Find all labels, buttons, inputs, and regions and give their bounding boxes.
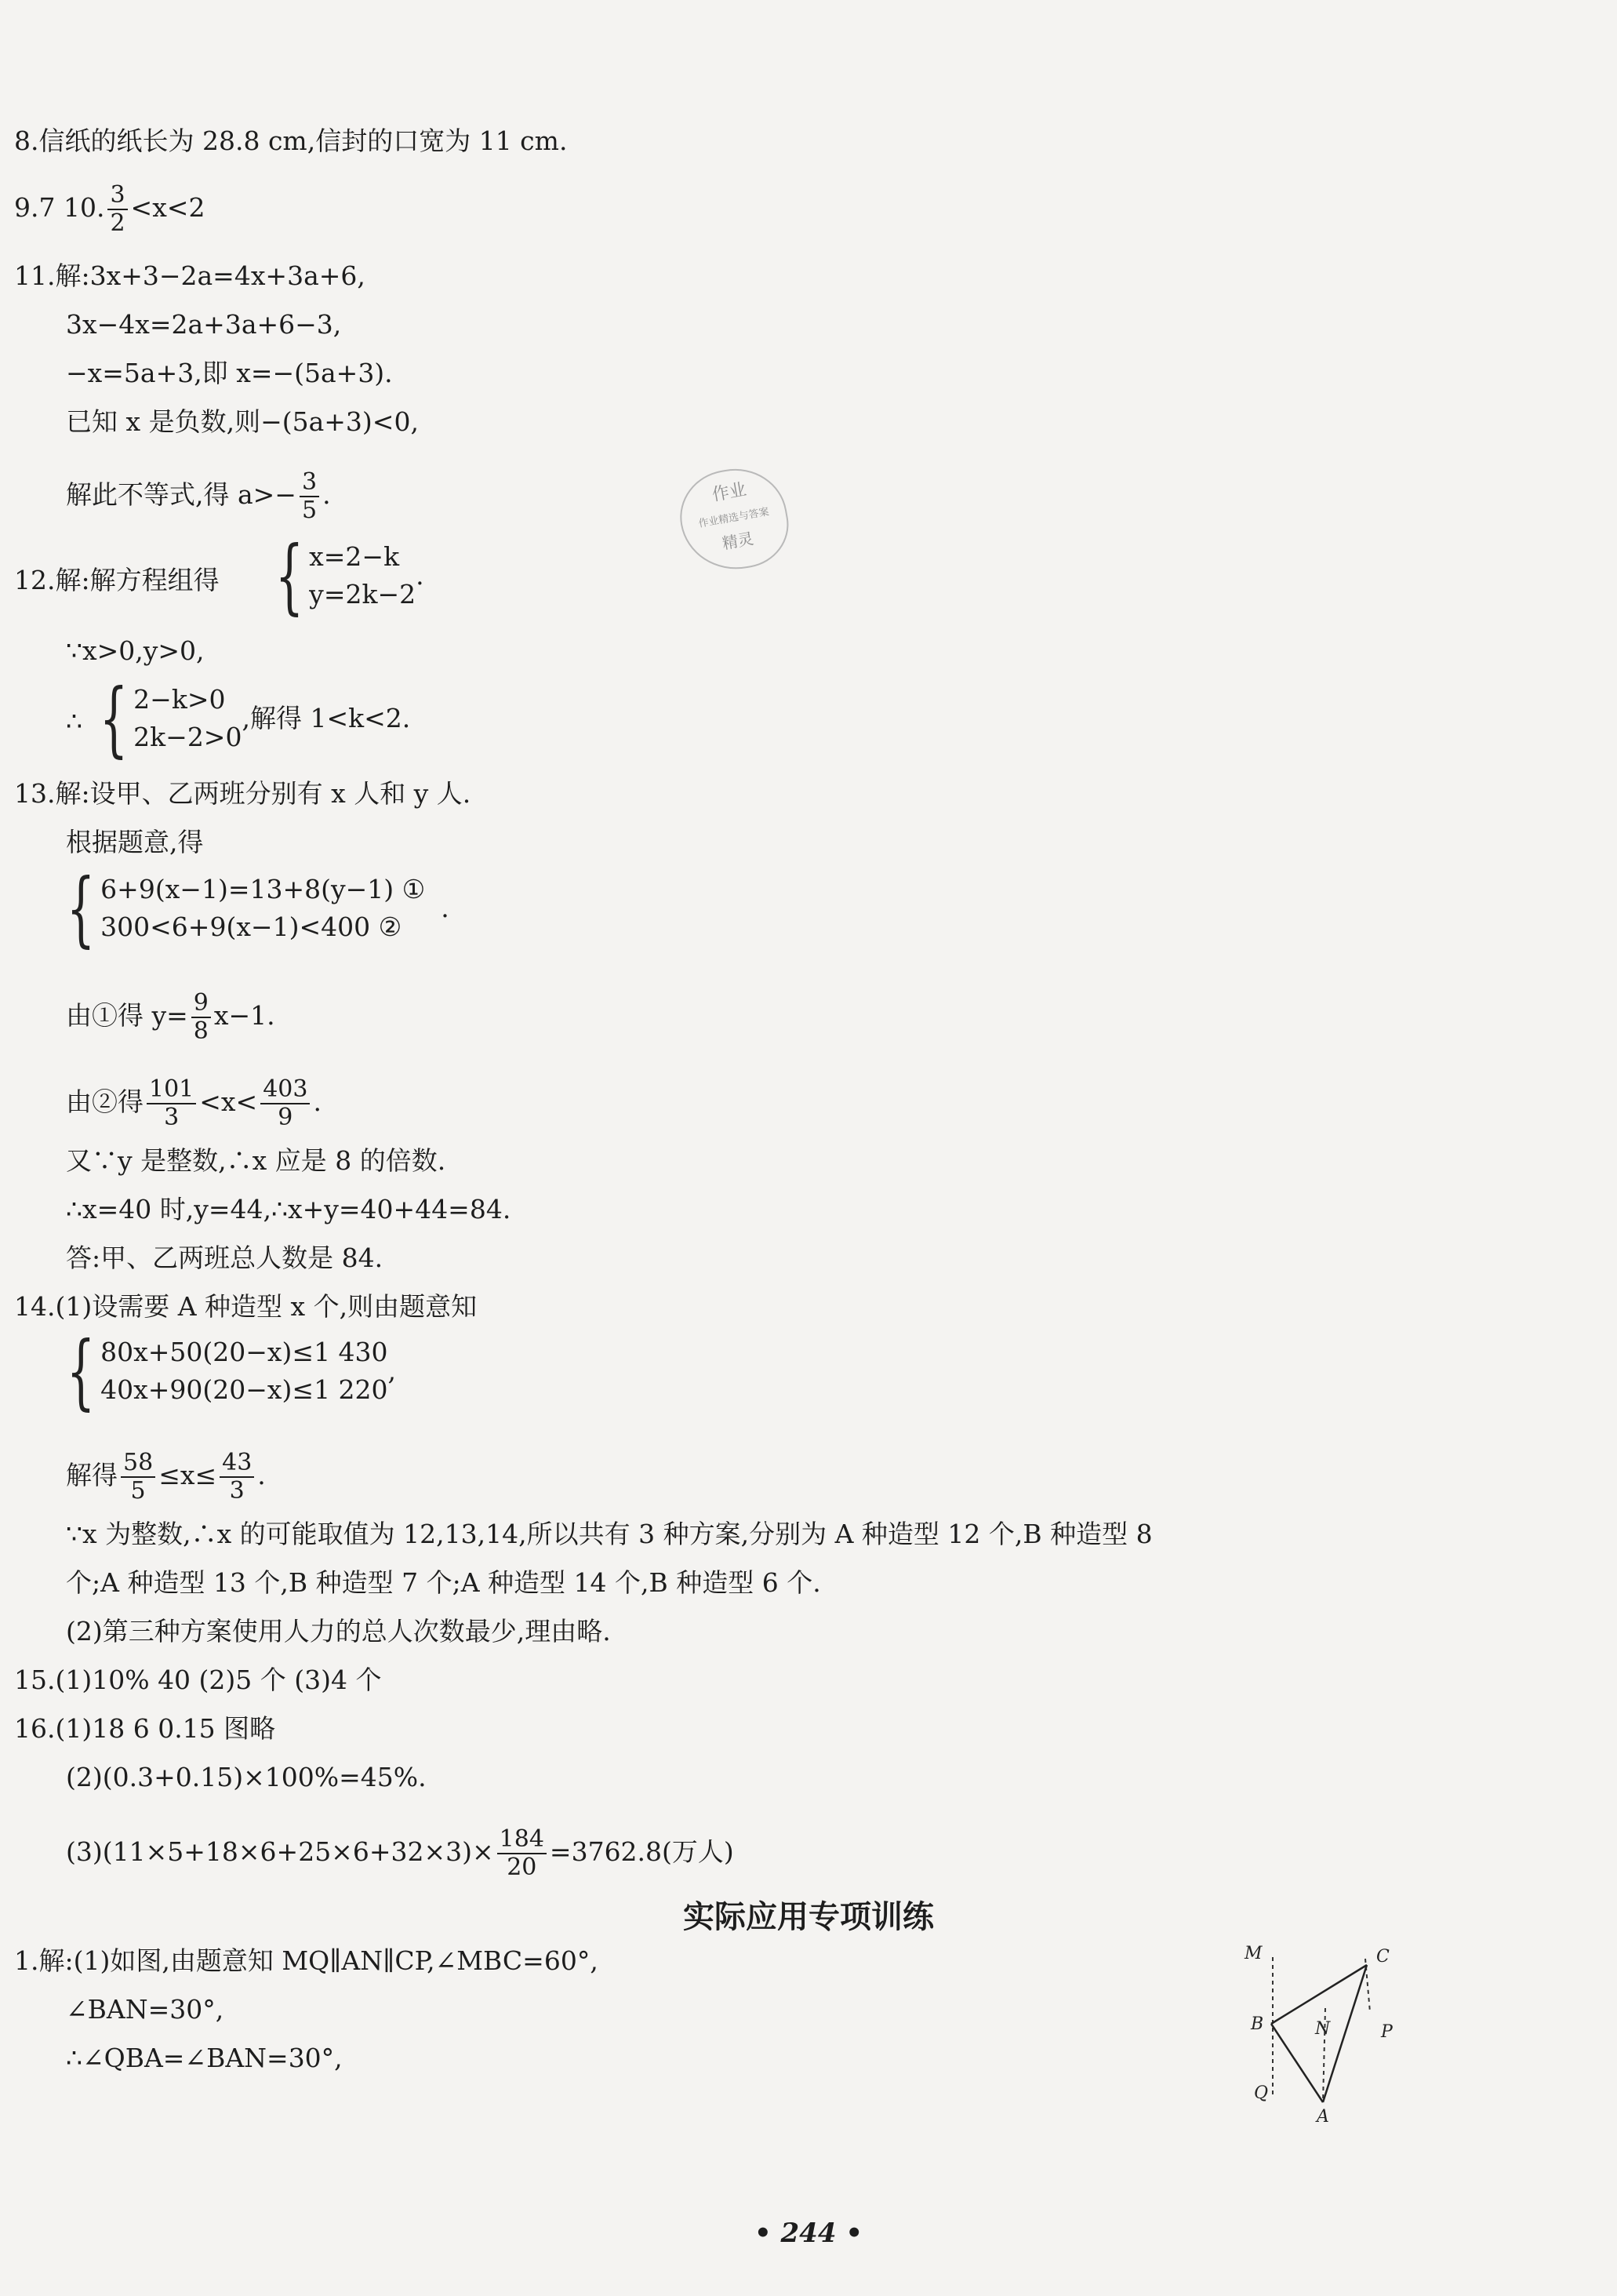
- label-p: P: [1381, 2022, 1393, 2042]
- geometry-diagram: [1227, 1941, 1415, 2130]
- practice-1-line3: ∴∠QBA=∠BAN=30°,: [66, 2043, 343, 2073]
- answer-11-line3: −x=5a+3,即 x=−(5a+3).: [66, 358, 393, 388]
- answer-16-line1: 16.(1)18 6 0.15 图略: [14, 1713, 276, 1744]
- answer-11-line2: 3x−4x=2a+3a+6−3,: [66, 309, 342, 340]
- inequality-system-12: { 2−k>0 2k−2>0 ,解得 1<k<2.: [99, 671, 411, 766]
- equation-system-12: { x=2−k y=2k−2 .: [274, 528, 424, 624]
- answer-14-line5: 个;A 种造型 13 个,B 种造型 7 个;A 种造型 14 个,B 种造型 6 个.: [66, 1567, 821, 1598]
- fraction: $\frac{43}{3}$: [220, 1450, 254, 1505]
- answer-16-line2: (2)(0.3+0.15)×100%=45%.: [66, 1762, 427, 1792]
- equation-system-13: { 6+9(x−1)=13+8(y−1) ① 300<6+9(x−1)<400 ② .: [66, 861, 449, 956]
- page-number: • 244 •: [754, 2218, 863, 2249]
- answer-8: 8.信纸的纸长为 28.8 cm,信封的口宽为 11 cm.: [14, 126, 568, 156]
- label-n: N: [1315, 2019, 1331, 2039]
- fraction: $\frac{9}{8}$: [191, 990, 211, 1045]
- fraction: $\frac{3}{2}$: [107, 182, 127, 237]
- answer-13-line8: 答:甲、乙两班总人数是 84.: [66, 1243, 383, 1273]
- answer-13-line4: 由①得 y= $\frac{9}{8}$ x−1.: [66, 989, 275, 1045]
- label-a: A: [1317, 2107, 1329, 2127]
- answer-11-line5: 解此不等式,得 a>− $\frac{3}{5}$ .: [66, 468, 331, 524]
- answer-12-line1: 12.解:解方程组得: [14, 565, 220, 595]
- fraction: $\frac{184}{20}$: [497, 1826, 547, 1881]
- label-m: M: [1245, 1944, 1263, 1963]
- answer-11-line1: 11.解:3x+3−2a=4x+3a+6,: [14, 260, 365, 291]
- fraction: $\frac{3}{5}$: [300, 469, 319, 524]
- fraction: $\frac{58}{5}$: [121, 1450, 155, 1505]
- label-c: C: [1376, 1947, 1390, 1967]
- homework-stamp: 作业 作业精选与答案 精灵: [673, 460, 795, 578]
- inequality-system-14: { 80x+50(20−x)≤1 430 40x+90(20−x)≤1 220 ,: [66, 1323, 397, 1419]
- answer-11-line4: 已知 x 是负数,则−(5a+3)<0,: [66, 406, 419, 437]
- label-q: Q: [1254, 2083, 1269, 2103]
- answer-12-line3-prefix: ∴: [66, 706, 82, 737]
- practice-1-line1: 1.解:(1)如图,由题意知 MQ∥AN∥CP,∠MBC=60°,: [14, 1945, 598, 1976]
- answer-9-10: 9.7 10. $\frac{3}{2}$ <x<2: [14, 181, 205, 237]
- section-title: 实际应用专项训练: [683, 1899, 934, 1935]
- answer-13-line7: ∴x=40 时,y=44,∴x+y=40+44=84.: [66, 1194, 511, 1224]
- answer-14-line4: ∵x 为整数,∴x 的可能取值为 12,13,14,所以共有 3 种方案,分别为 A 种造型 12 个,B 种造型 8: [66, 1519, 1153, 1549]
- practice-1-line2: ∠BAN=30°,: [66, 1994, 224, 2025]
- answer-13-line1: 13.解:设甲、乙两班分别有 x 人和 y 人.: [14, 778, 471, 809]
- answer-13-line6: 又∵y 是整数,∴x 应是 8 的倍数.: [66, 1145, 446, 1176]
- answer-16-line3: (3)(11×5+18×6+25×6+32×3)× $\frac{184}{20}$ =3762.8(万人): [66, 1825, 734, 1881]
- answer-13-line5: 由②得 $\frac{101}{3}$ <x< $\frac{403}{9}$ .: [66, 1075, 322, 1131]
- answer-15: 15.(1)10% 40 (2)5 个 (3)4 个: [14, 1665, 382, 1695]
- label-b: B: [1251, 2014, 1264, 2034]
- segment-bc: [1271, 1965, 1367, 2024]
- answer-13-line2: 根据题意,得: [66, 827, 204, 857]
- fraction: $\frac{403}{9}$: [260, 1076, 310, 1131]
- fraction: $\frac{101}{3}$: [147, 1076, 196, 1131]
- answer-14-line3: 解得 $\frac{58}{5}$ ≤x≤ $\frac{43}{3}$ .: [66, 1449, 266, 1505]
- answer-14-line1: 14.(1)设需要 A 种造型 x 个,则由题意知: [14, 1291, 478, 1322]
- answer-12-line2: ∵x>0,y>0,: [66, 635, 205, 666]
- answer-14-line6: (2)第三种方案使用人力的总人次数最少,理由略.: [66, 1616, 611, 1646]
